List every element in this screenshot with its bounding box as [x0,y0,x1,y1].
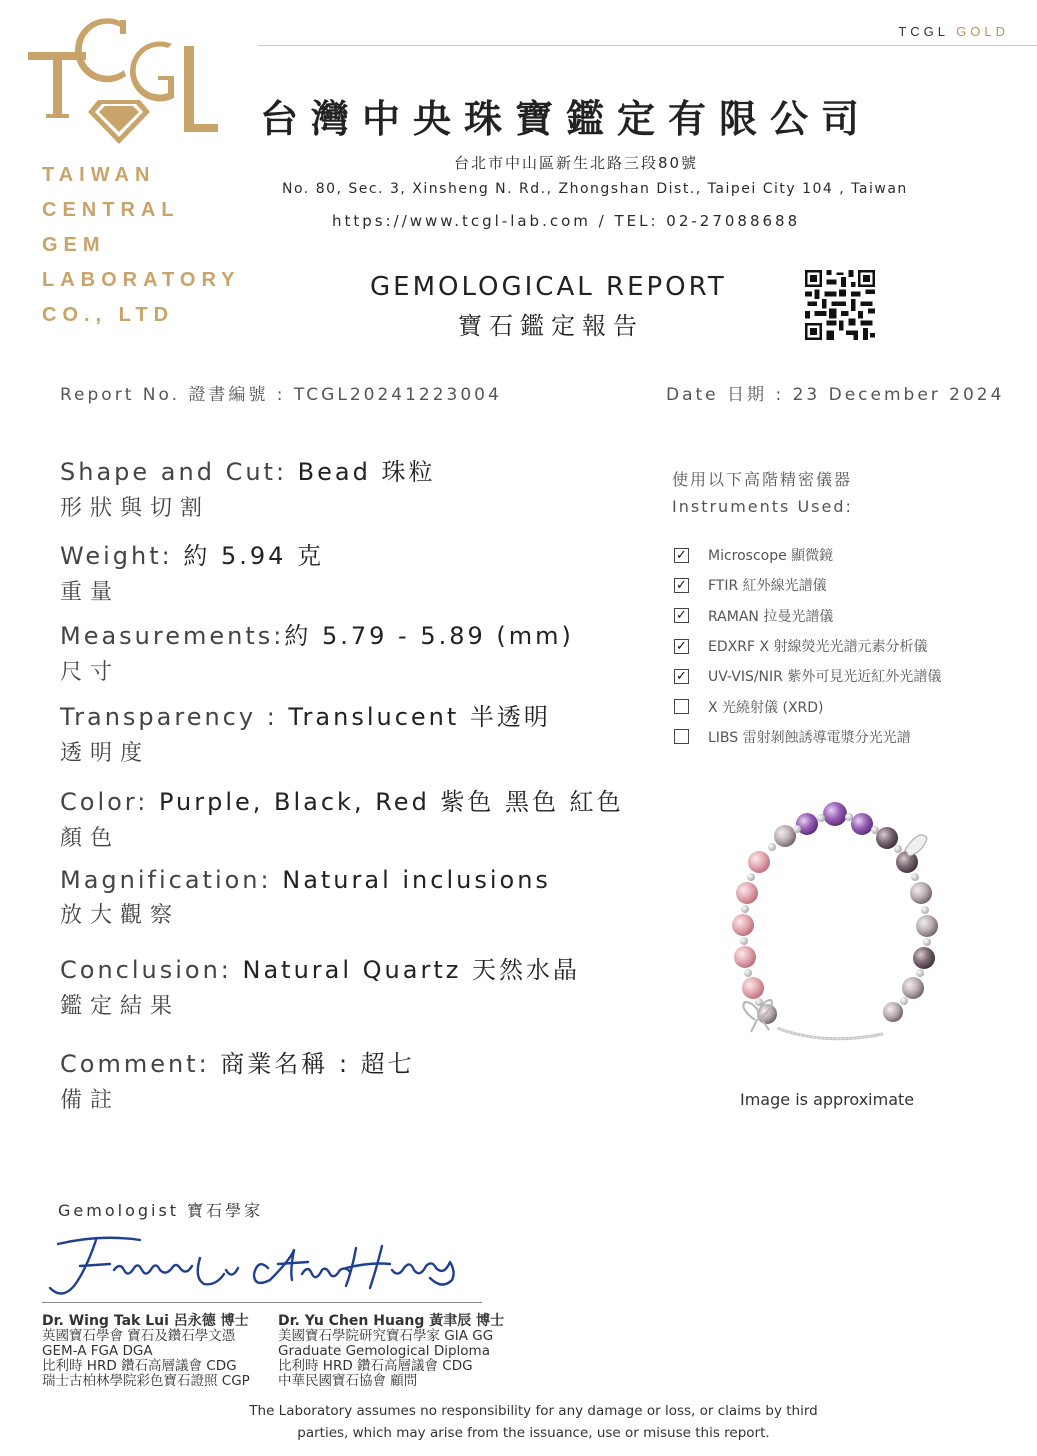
instrument-label: RAMAN 拉曼光譜儀 [708,608,834,625]
lab-name [42,158,241,333]
field-measurements [60,616,574,686]
instrument-item [674,570,941,600]
field-label-zh: 透明度 [60,741,151,766]
address-zh: 台北市中山區新生北路三段80號 [453,154,699,172]
checkbox-checked-icon: ✓ [674,548,689,563]
website-tel: https://www.tcgl-lab.com / TEL: 02-27088688 [332,212,801,230]
company-name: 台灣中央珠寶鑑定有限公司 [260,97,873,141]
field-label-zh: 顏色 [60,826,121,851]
gemologist-label: Gemologist 寶石學家 [58,1201,264,1220]
field-comment [60,1044,415,1114]
instrument-label: Microscope 顯微鏡 [708,548,834,565]
header-divider [258,45,1037,46]
instrument-item [674,540,941,570]
checkbox-checked-icon: ✓ [674,639,689,654]
field-magnification [60,866,551,929]
instrument-item [674,691,941,721]
instruments-list [674,540,941,752]
field-shape-cut [60,452,435,522]
field-value: 約 5.79 - 5.89 (mm) [284,622,574,650]
credential-line: 美國寶石學院研究寶石學家 GIA GG [278,1328,494,1344]
field-label: Color: [60,788,159,816]
field-value: Purple, Black, Red 紫色 黑色 紅色 [158,788,624,816]
doctor-credentials-2 [278,1314,504,1389]
instruments-heading [672,466,853,520]
signature-line [42,1302,482,1303]
instrument-item [674,631,941,661]
address-en: No. 80, Sec. 3, Xinsheng N. Rd., Zhongshan Dist., Taipei City 104 , Taiwan [282,181,908,197]
field-label-zh: 備註 [60,1088,121,1113]
field-label: Shape and Cut: [60,458,298,486]
instrument-item [674,722,941,752]
disclaimer-line: parties, which may arise from the issuance, use or misuse this report. [297,1425,770,1441]
credential-line: 中華民國寶石協會 顧問 [278,1373,418,1389]
brand-tcgl: TCGL [898,24,949,39]
field-label: Magnification: [60,866,283,894]
image-caption: Image is approximate [740,1090,915,1109]
field-label-zh: 鑑定結果 [60,994,181,1019]
field-value: 商業名稱 : 超七 [220,1050,415,1078]
report-number: Report No. 證書編號 : TCGL20241223004 [60,385,502,405]
instrument-label: FTIR 紅外線光譜儀 [708,578,827,595]
instrument-label: UV-VIS/NIR 紫外可見光近紅外光譜儀 [708,669,942,686]
instruments-heading-en: Instruments Used: [672,497,853,516]
instrument-label: X 光繞射儀 (XRD) [708,699,824,716]
report-title: GEMOLOGICAL REPORT [370,272,727,302]
disclaimer-line: The Laboratory assumes no responsibility for any damage or loss, or claims by third [249,1403,818,1419]
brand-gold: GOLD [956,24,1009,39]
checkbox-checked-icon: ✓ [674,669,689,684]
instrument-label: LIBS 雷射剝蝕誘導電漿分光光譜 [708,729,911,746]
field-label: Transparency : [60,703,289,731]
field-label-zh: 形狀與切割 [60,496,211,521]
lab-name-line: TAIWAN [42,164,156,186]
doctor-name: Dr. Yu Chen Huang 黃聿辰 博士 [278,1313,505,1329]
credential-line: 英國寶石學會 寶石及鑽石學文憑 [42,1328,236,1344]
field-value: Translucent 半透明 [288,703,551,731]
field-transparency [60,697,551,767]
field-label: Comment: [60,1050,221,1078]
field-value: Natural inclusions [282,866,551,894]
field-value: Natural Quartz 天然水晶 [242,956,580,984]
lab-name-line: GEM [42,234,106,256]
signature-image [40,1230,480,1302]
doctor-name: Dr. Wing Tak Lui 呂永德 博士 [42,1313,249,1329]
lab-name-line: LABORATORY [42,269,241,291]
disclaimer [0,1400,1037,1444]
instrument-label: EDXRF X 射線熒光光譜元素分析儀 [708,639,928,656]
tcgl-logo [22,14,222,144]
field-label: Measurements: [60,622,285,650]
checkbox-empty-icon [674,699,689,714]
field-value: 約 5.94 克 [183,542,325,570]
report-date: Date 日期 : 23 December 2024 [666,385,1005,405]
field-weight [60,536,324,606]
doctor-credentials-1 [42,1314,250,1389]
credential-line: GEM-A FGA DGA [42,1343,153,1359]
field-color [60,782,624,852]
lab-name-line: CO., LTD [42,304,175,326]
checkbox-empty-icon [674,729,689,744]
field-label: Weight: [60,542,184,570]
bracelet-photo [715,790,965,1060]
lab-name-line: CENTRAL [42,199,180,221]
field-label-zh: 尺寸 [60,660,121,685]
field-conclusion [60,950,580,1020]
instrument-item [674,661,941,691]
credential-line: Graduate Gemological Diploma [278,1343,490,1359]
credential-line: 比利時 HRD 鑽石高層議會 CDG [42,1358,237,1374]
field-value: Bead 珠粒 [297,458,436,486]
instrument-item [674,601,941,631]
credential-line: 瑞士古柏林學院彩色寶石證照 CGP [42,1373,250,1389]
qr-code-icon [804,270,876,340]
report-title-zh: 寶石鑑定報告 [458,312,644,340]
field-label: Conclusion: [60,956,243,984]
instruments-heading-zh: 使用以下高階精密儀器 [672,470,853,489]
credential-line: 比利時 HRD 鑽石高層議會 CDG [278,1358,473,1374]
field-label-zh: 重量 [60,580,121,605]
checkbox-checked-icon: ✓ [674,578,689,593]
field-label-zh: 放大觀察 [60,903,181,928]
checkbox-checked-icon: ✓ [674,608,689,623]
brand-mark [898,24,1009,39]
